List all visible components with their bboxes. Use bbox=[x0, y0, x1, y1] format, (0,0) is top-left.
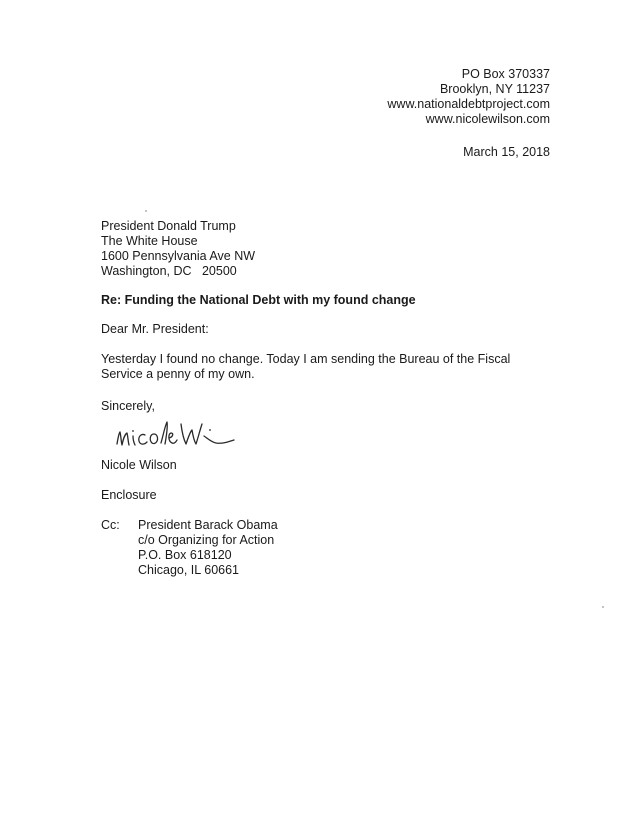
cc-line: Chicago, IL 60661 bbox=[138, 563, 240, 577]
letter-date: March 15, 2018 bbox=[463, 145, 550, 159]
scan-speck bbox=[602, 606, 604, 608]
sender-city: Brooklyn, NY 11237 bbox=[439, 82, 550, 96]
signer-name: Nicole Wilson bbox=[101, 458, 177, 472]
sender-website-2: www.nicolewilson.com bbox=[425, 112, 550, 126]
sender-website-1: www.nationaldebtproject.com bbox=[387, 97, 550, 111]
recipient-city: Washington, DC 20500 bbox=[101, 264, 237, 278]
sender-address bbox=[387, 67, 550, 127]
recipient-name: President Donald Trump bbox=[101, 219, 236, 233]
recipient-org: The White House bbox=[101, 234, 198, 248]
recipient-address bbox=[101, 219, 255, 279]
closing: Sincerely, bbox=[101, 399, 155, 413]
scan-speck bbox=[145, 210, 147, 212]
handwritten-signature bbox=[112, 416, 252, 456]
subject-line: Re: Funding the National Debt with my found change bbox=[101, 293, 416, 307]
salutation: Dear Mr. President: bbox=[101, 322, 209, 336]
cc-label: Cc: bbox=[101, 518, 120, 532]
cc-address bbox=[138, 518, 278, 578]
sender-po-box: PO Box 370337 bbox=[461, 67, 550, 81]
cc-line: c/o Organizing for Action bbox=[138, 533, 275, 547]
cc-line: P.O. Box 618120 bbox=[138, 548, 232, 562]
recipient-street: 1600 Pennsylvania Ave NW bbox=[101, 249, 256, 263]
letter-body: Yesterday I found no change. Today I am sending the Bureau of the Fiscal Service a penny of my own. bbox=[101, 352, 511, 381]
enclosure-note: Enclosure bbox=[101, 488, 157, 502]
cc-line: President Barack Obama bbox=[138, 518, 278, 532]
